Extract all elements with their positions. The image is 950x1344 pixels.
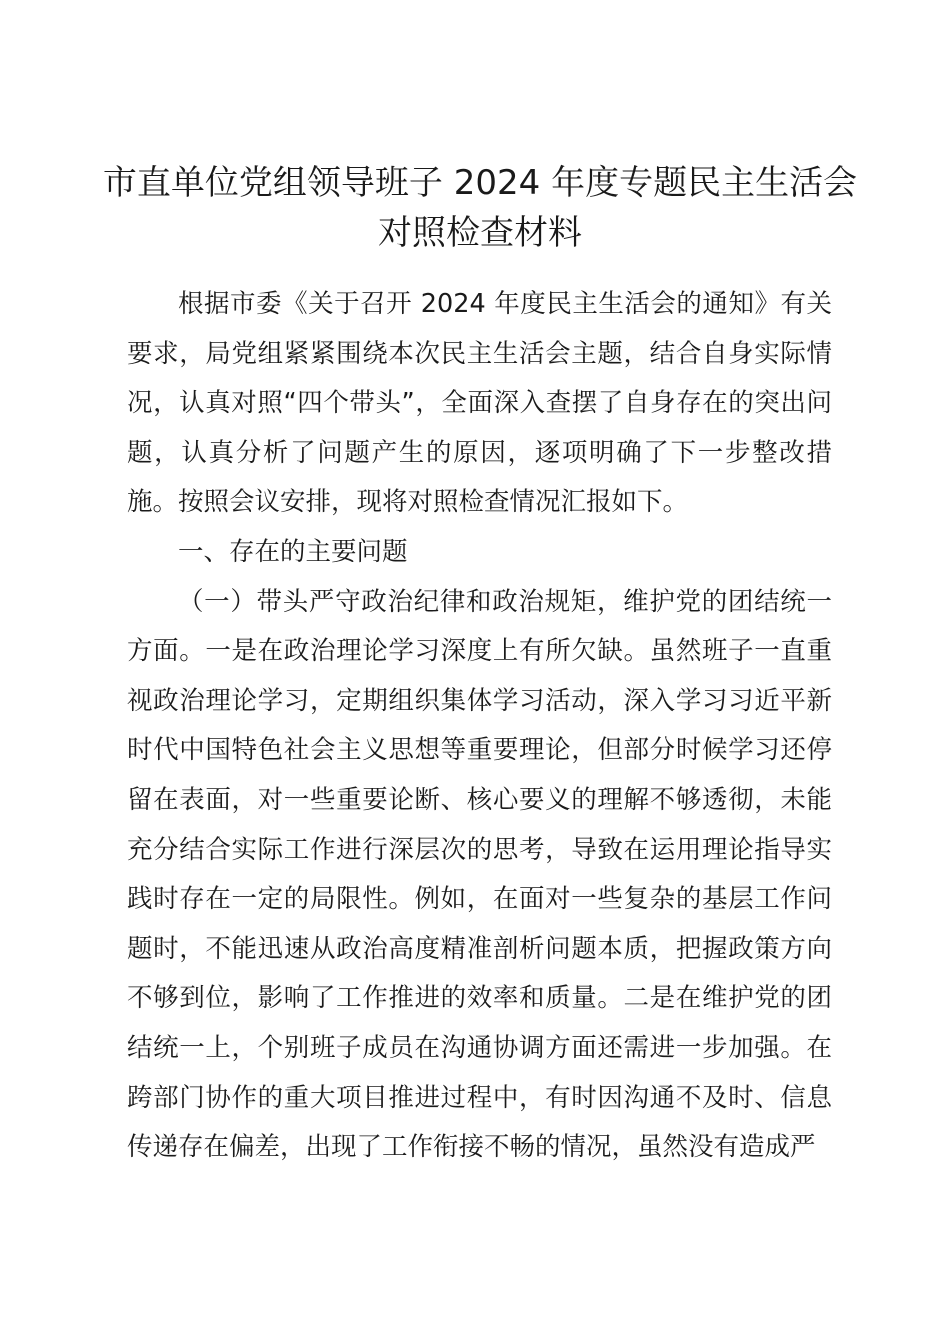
document-body — [127, 280, 832, 1173]
section-heading: 一、存在的主要问题 — [178, 536, 408, 567]
document-title: 市直单位党组领导班子 2024 年度专题民主生活会对照检查材料 — [102, 163, 858, 253]
body-paragraph: （一）带头严守政治纪律和政治规矩，维护党的团结统一方面。一是在政治理论学习深度上有所欠缺。虽然班子一直重视政治理论学习，定期组织集体学习活动，深入学习习近平新时代中国特色社会主义思想等重要理论，但部分时候学习还停留在表面，对一些重要论断、核心要义的理解不够透彻，未能充分结合实际工作进行深层次的思考，导致在运用理论指导实践时存在一定的局限性。例如，在面对一些复杂的基层工作问题时，不能迅速从政治高度精准剖析问题本质，把握政策方向不够到位，影响了工作推进的效率和质量。二是在维护党的团结统一上，个别班子成员在沟通协调方面还需进一步加强。在跨部门协作的重大项目推进过程中，有时因沟通不及时、信息传递存在偏差，出现了工作衔接不畅的情况，虽然没有造成严 — [127, 586, 832, 1163]
intro-paragraph: 根据市委《关于召开 2024 年度民主生活会的通知》有关要求，局党组紧紧围绕本次民主生活会主题，结合自身实际情况，认真对照“四个带头”，全面深入查摆了自身存在的突出问题，认真分析了问题产生的原因，逐项明确了下一步整改措施。按照会议安排，现将对照检查情况汇报如下。 — [127, 289, 832, 518]
